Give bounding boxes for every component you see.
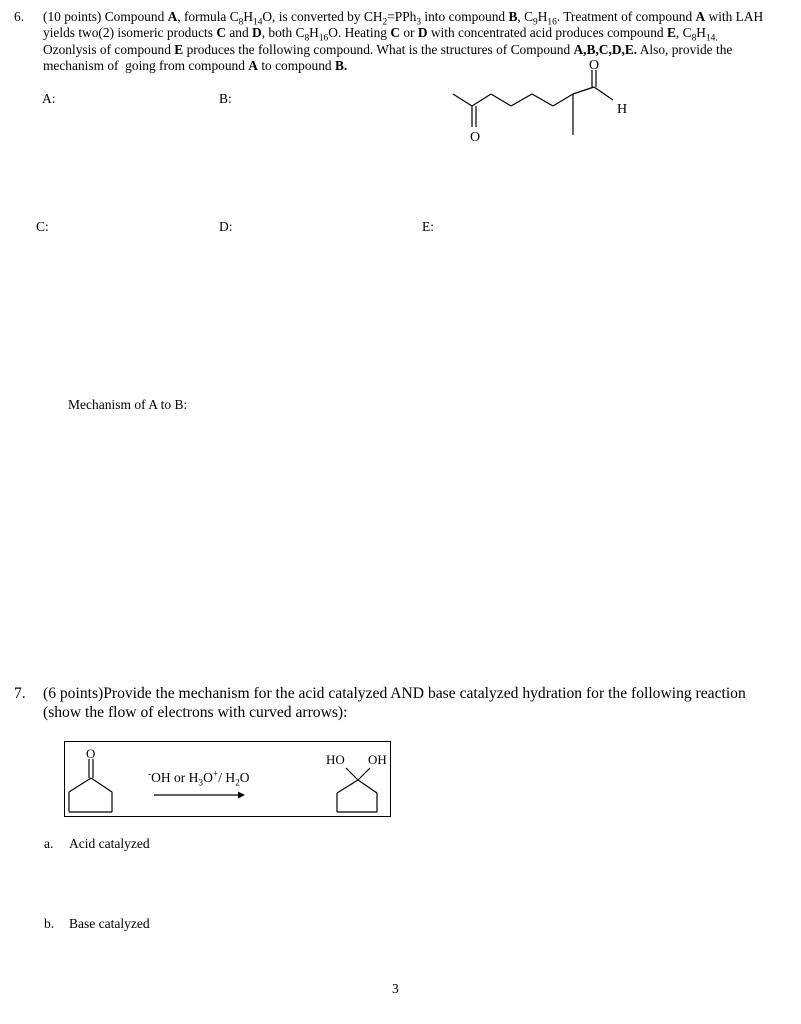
label-compound-c: C: bbox=[36, 219, 49, 234]
part-b-letter: b. bbox=[44, 916, 55, 931]
reactant-cyclobutyl-aldehyde bbox=[66, 743, 116, 815]
label-compound-e: E: bbox=[422, 219, 434, 234]
part-a-letter: a. bbox=[44, 836, 54, 851]
product-oh-label: OH bbox=[368, 752, 387, 767]
reaction-arrow bbox=[154, 790, 246, 800]
question-6-number: 6. bbox=[14, 9, 25, 24]
label-compound-b: B: bbox=[219, 91, 232, 106]
question-7 bbox=[14, 684, 774, 722]
question-6 bbox=[14, 9, 774, 75]
product-gem-diol bbox=[322, 750, 390, 815]
product-ho-label: HO bbox=[326, 752, 345, 767]
mechanism-label: Mechanism of A to B: bbox=[68, 397, 188, 412]
carbonyl-oxygen-label: O bbox=[589, 58, 600, 73]
reaction-reagents: -OH or $H_3O^+/$ $H_2O$ bbox=[148, 769, 250, 789]
question-6-text: (10 points) Compound A, formula $C_8H_{14}O$, is converted by $CH_2=PPh_3$ into compound B, $C_9H_{16}$. Treatment of compound A with LAH yields two(2) isomeric products C and D, both $C_8H_{16}O$. Heating C or D with concentrated acid produces compound E, $C_8H_{14.}$ Ozonlysis of compound E produces the following compound. What is the structures of Compound A,B,C,D,E. Also, provide the mechanism of going from compound A to compound B. bbox=[43, 9, 764, 74]
aldehyde-hydrogen-label: H bbox=[617, 102, 628, 117]
label-compound-a: A: bbox=[42, 91, 56, 106]
label-compound-d: D: bbox=[219, 219, 233, 234]
part-a-label: Acid catalyzed bbox=[69, 836, 150, 851]
part-b-label: Base catalyzed bbox=[69, 916, 150, 931]
ketone-oxygen-label: O bbox=[470, 130, 481, 145]
page-number: 3 bbox=[392, 981, 399, 996]
ozonolysis-product-structure bbox=[445, 55, 645, 150]
question-7-number: 7. bbox=[14, 685, 26, 702]
question-7-text: (6 points)Provide the mechanism for the acid catalyzed AND base catalyzed hydration for the following reaction (show the flow of electrons with curved arrows): bbox=[43, 685, 746, 721]
reactant-oxygen-label: O bbox=[86, 746, 96, 761]
